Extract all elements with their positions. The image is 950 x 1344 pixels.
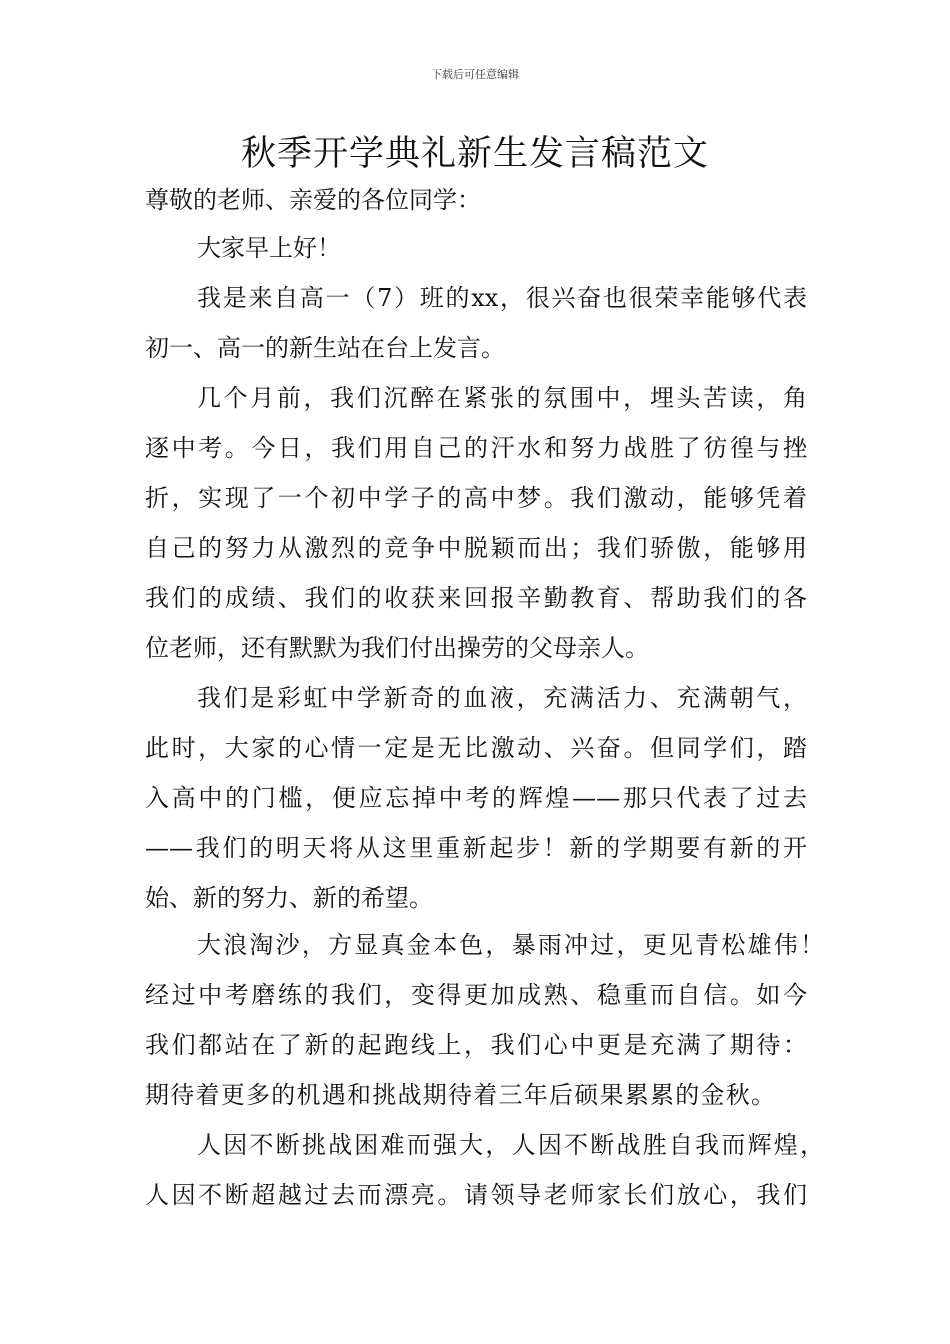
paragraph-line: 大浪淘沙，方显真金本色，暴雨冲过，更见青松雄伟！ bbox=[197, 931, 824, 959]
paragraph-line: 我们是彩虹中学新奇的血液，充满活力、充满朝气， bbox=[197, 684, 807, 712]
paragraph-line: 自己的努力从激烈的竞争中脱颖而出；我们骄傲，能够用 bbox=[145, 534, 807, 562]
paragraph-line: 入高中的门槛，便应忘掉中考的辉煌——那只代表了过去 bbox=[145, 784, 807, 812]
paragraph-line: 位老师，还有默默为我们付出操劳的父母亲人。 bbox=[145, 634, 649, 662]
paragraph-line: ——我们的明天将从这里重新起步！新的学期要有新的开 bbox=[145, 834, 807, 862]
paragraph-line: 我们的成绩、我们的收获来回报辛勤教育、帮助我们的各 bbox=[145, 584, 807, 612]
paragraph-line: 我们都站在了新的起跑线上，我们心中更是充满了期待： bbox=[145, 1031, 807, 1059]
paragraph-line: 逐中考。今日，我们用自己的汗水和努力战胜了彷徨与挫 bbox=[145, 434, 807, 462]
paragraph-line: 几个月前，我们沉醉在紧张的氛围中，埋头苦读，角 bbox=[197, 384, 807, 412]
document-title: 秋季开学典礼新生发言稿范文 bbox=[240, 134, 709, 174]
paragraph-line: 经过中考磨练的我们，变得更加成熟、稳重而自信。如今 bbox=[145, 981, 807, 1009]
paragraph-line: 折，实现了一个初中学子的高中梦。我们激动，能够凭着 bbox=[145, 484, 807, 512]
paragraph-line: 始、新的努力、新的希望。 bbox=[145, 884, 433, 912]
paragraph-line: 期待着更多的机遇和挑战期待着三年后硕果累累的金秋。 bbox=[145, 1081, 775, 1109]
paragraph-line: 此时，大家的心情一定是无比激动、兴奋。但同学们，踏 bbox=[145, 734, 807, 762]
paragraph-line: 我是来自高一（7）班的xx，很兴奋也很荣幸能够代表 bbox=[197, 284, 807, 312]
salutation: 尊敬的老师、亲爱的各位同学： bbox=[145, 186, 481, 214]
paragraph-line: 初一、高一的新生站在台上发言。 bbox=[145, 334, 505, 362]
paragraph-line: 人因不断超越过去而漂亮。请领导老师家长们放心，我们 bbox=[145, 1181, 807, 1209]
page-header: 下载后可任意编辑 bbox=[431, 68, 519, 81]
greeting: 大家早上好！ bbox=[197, 234, 341, 262]
paragraph-line: 人因不断挑战困难而强大，人因不断战胜自我而辉煌， bbox=[197, 1131, 824, 1159]
